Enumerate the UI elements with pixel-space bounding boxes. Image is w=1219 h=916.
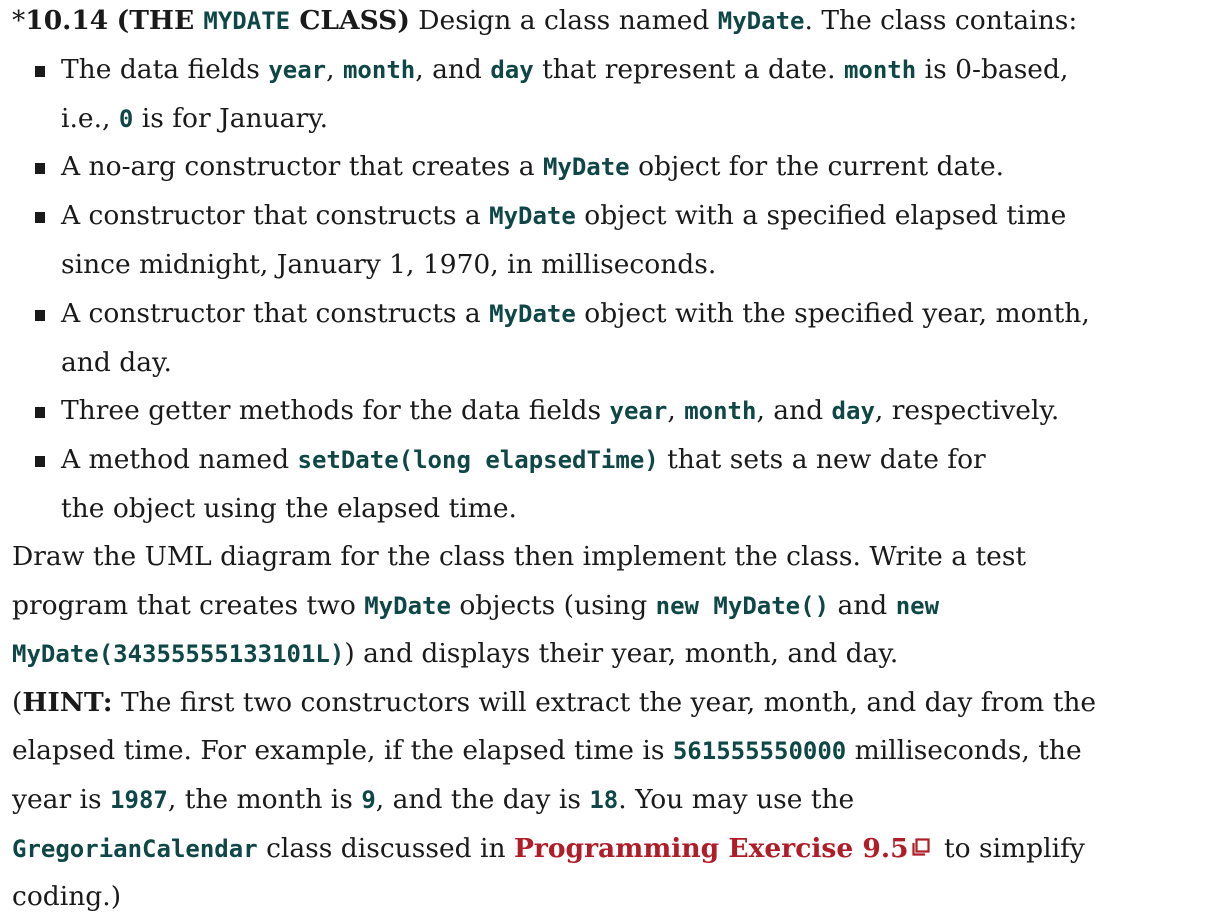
- text: object with a specified elapsed time: [575, 200, 1067, 231]
- bullet-3-line-2: [61, 249, 717, 280]
- code-new-mydate: new MyDate(): [655, 592, 830, 620]
- text: that represent a date.: [533, 54, 844, 85]
- text: ,: [326, 54, 343, 85]
- text: year is: [12, 784, 111, 815]
- text: class discussed in: [257, 833, 514, 864]
- text: The data fields: [61, 54, 269, 85]
- bullet-1-line-2: [61, 103, 328, 134]
- text: coding.): [12, 881, 122, 912]
- intro-text-b: . The class contains:: [804, 5, 1078, 36]
- text: Draw the UML diagram for the class then implement the class. Write a test: [12, 541, 1027, 572]
- code-mydate: MyDate: [542, 153, 630, 181]
- text: , and: [756, 395, 832, 426]
- text: A no-arg constructor that creates a: [61, 151, 543, 182]
- hint-line-1: [12, 687, 1097, 718]
- text: The first two constructors will extract the year, month, and day from the: [112, 687, 1097, 718]
- intro-code: MyDate: [717, 7, 805, 35]
- code-mydate: MyDate: [489, 202, 576, 230]
- text: is for January.: [133, 103, 328, 134]
- title-code: MYDATE: [203, 7, 291, 35]
- intro-text-a: Design a class named: [409, 5, 718, 36]
- text: , and the day is: [375, 784, 590, 815]
- text: the object using the elapsed time.: [61, 493, 517, 524]
- code-day-value: 18: [589, 786, 619, 814]
- bullet-marker: [35, 163, 45, 174]
- bullet-5-line-1: [61, 395, 1060, 426]
- code-year: year: [268, 56, 327, 84]
- bullet-6-line-2: [61, 493, 517, 524]
- exercise-heading: [12, 5, 1078, 36]
- hint-label: HINT:: [22, 687, 113, 718]
- text: program that creates two: [12, 590, 365, 621]
- para-line-3: [12, 638, 899, 669]
- code-setdate: setDate(long elapsedTime): [297, 446, 659, 474]
- text: is 0-based,: [916, 54, 1069, 85]
- programming-exercise-link[interactable]: Programming Exercise 9.5: [513, 833, 909, 864]
- code-month: month: [684, 397, 757, 425]
- external-link-icon[interactable]: [912, 838, 930, 856]
- text: objects (using: [450, 590, 656, 621]
- bullet-1-line-1: [61, 54, 1069, 85]
- para-line-2: [12, 590, 940, 621]
- code-zero: 0: [118, 105, 134, 133]
- para-line-1: [12, 541, 1027, 572]
- hint-line-2: [12, 735, 1082, 766]
- hint-line-4: [12, 833, 1085, 864]
- bullet-marker: [35, 456, 45, 467]
- text: . You may use the: [618, 784, 855, 815]
- text: object with the specified year, month,: [575, 298, 1090, 329]
- code-year: year: [609, 397, 668, 425]
- text: ,: [667, 395, 685, 426]
- code-month-value: 9: [361, 786, 376, 814]
- hint-line-5: [12, 881, 122, 912]
- text: to simplify: [935, 833, 1085, 864]
- code-mydate-ctor: MyDate(34355555133101L): [12, 640, 345, 668]
- text: that sets a new date for: [658, 444, 986, 475]
- bullet-4-line-2: [61, 347, 172, 378]
- code-elapsed-value: 561555550000: [672, 737, 847, 765]
- text: Three getter methods for the data fields: [61, 395, 610, 426]
- text: and day.: [61, 347, 172, 378]
- text: i.e.,: [61, 103, 119, 134]
- bullet-marker: [35, 407, 45, 418]
- text: A constructor that constructs a: [61, 200, 490, 231]
- text: since midnight, January 1, 1970, in milliseconds.: [61, 249, 717, 280]
- code-day: day: [490, 56, 534, 84]
- bullet-marker: [35, 66, 45, 77]
- title-open: (THE: [116, 5, 204, 36]
- star-marker: *: [12, 5, 26, 36]
- text: , the month is: [167, 784, 362, 815]
- code-mydate: MyDate: [489, 300, 576, 328]
- text: ) and displays their year, month, and day.: [344, 638, 899, 669]
- bullet-4-line-1: [61, 298, 1090, 329]
- text: (: [12, 687, 23, 718]
- bullet-marker: [35, 310, 45, 321]
- text: milliseconds, the: [846, 735, 1082, 766]
- exercise-number: 10.14: [25, 5, 109, 36]
- bullet-2-line-1: [61, 151, 1005, 182]
- code-gregoriancalendar: GregorianCalendar: [12, 835, 258, 863]
- code-year-value: 1987: [110, 786, 168, 814]
- text: , respectively.: [874, 395, 1060, 426]
- bullet-marker: [35, 212, 45, 223]
- hint-line-3: [12, 784, 855, 815]
- text: elapsed time. For example, if the elapsed time is: [12, 735, 673, 766]
- code-new: new: [895, 592, 940, 620]
- title-close: CLASS): [290, 5, 410, 36]
- text: A method named: [61, 444, 298, 475]
- text: object for the current date.: [629, 151, 1005, 182]
- text: and: [829, 590, 896, 621]
- bullet-3-line-1: [61, 200, 1067, 231]
- bullet-6-line-1: [61, 444, 986, 475]
- text: , and: [415, 54, 491, 85]
- code-month: month: [843, 56, 917, 84]
- code-day: day: [831, 397, 875, 425]
- text: A constructor that constructs a: [61, 298, 490, 329]
- code-mydate: MyDate: [364, 592, 451, 620]
- code-month: month: [342, 56, 416, 84]
